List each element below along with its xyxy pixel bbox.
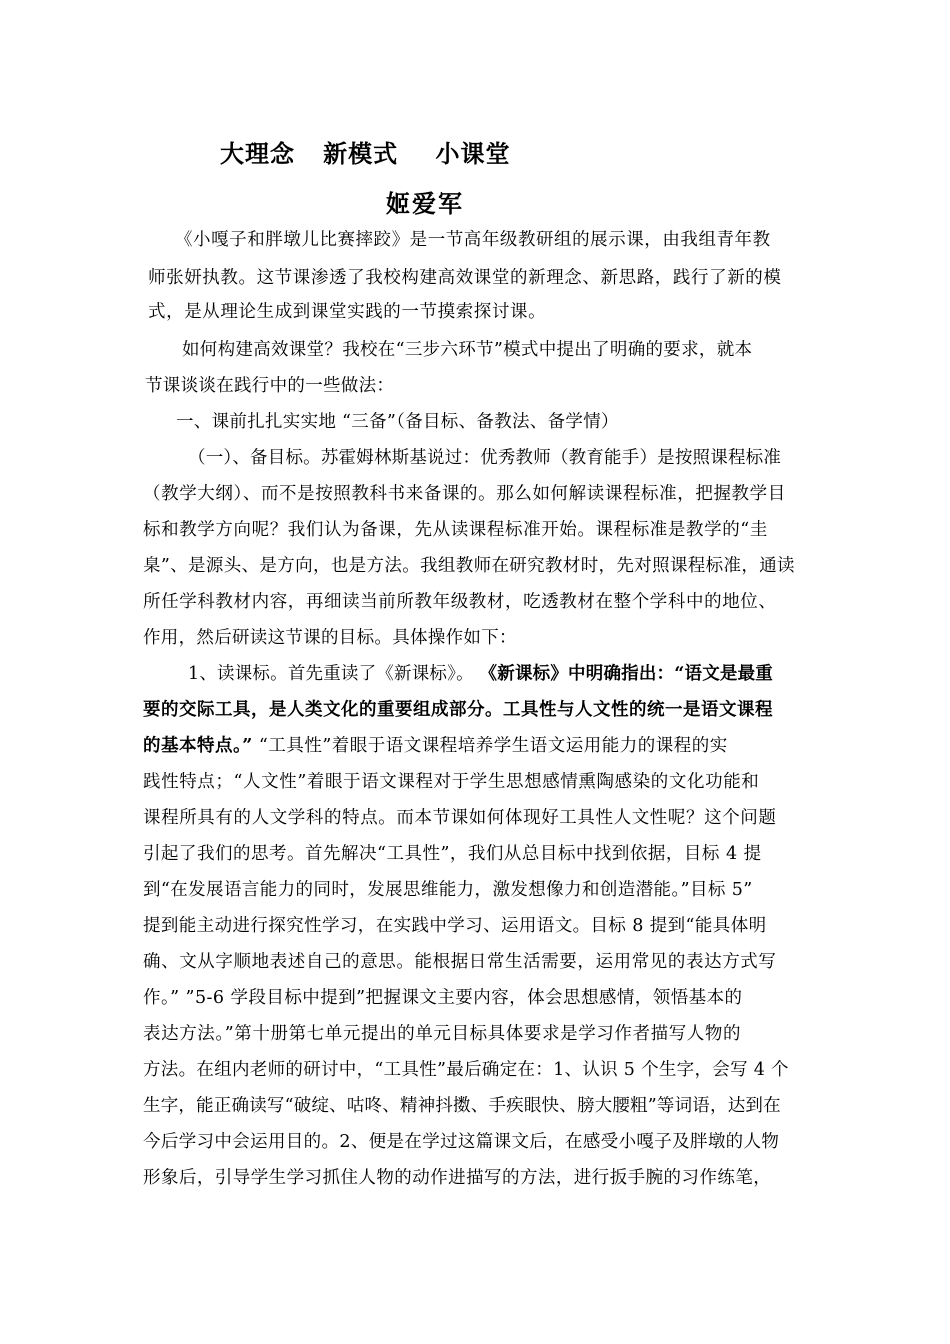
- author-name: 姬爱军: [386, 190, 464, 218]
- paragraph-text: 1、读课标。首先重读了《新课标》。: [188, 664, 480, 684]
- paragraph-line: 引起了我们的思考。首先解决“工具性”，我们从总目标中找到依据，目标 4 提: [143, 844, 762, 864]
- paragraph-line: 标和教学方向呢？我们认为备课，先从读课程标准开始。课程标准是教学的“圭: [143, 520, 768, 540]
- paragraph-line: 节课谈谈在践行中的一些做法：: [145, 376, 395, 396]
- bold-quote-text: 《新课标》中明确指出：“语文是最重: [479, 664, 774, 684]
- paragraph-line: 到“在发展语言能力的同时，发展思维能力，激发想像力和创造潜能。”目标 5”: [143, 880, 753, 900]
- paragraph-line: 作用，然后研读这节课的目标。具体操作如下：: [143, 628, 517, 648]
- paragraph-text: “工具性”着眼于语文课程培养学生语文运用能力的课程的实: [252, 736, 728, 756]
- section-heading: 一、课前扎扎实实地 “三备”（备目标、备教法、备学情）: [176, 412, 619, 432]
- paragraph-line: 《小嘎子和胖墩儿比赛摔跤》是一节高年级教研组的展示课，由我组青年教: [175, 230, 771, 250]
- bold-quote-line: 要的交际工具，是人类文化的重要组成部分。工具性与人文性的统一是语文课程: [143, 700, 773, 720]
- paragraph-line: 如何构建高效课堂？我校在“三步六环节”模式中提出了明确的要求，就本: [182, 340, 753, 360]
- paragraph-line: 今后学习中会运用目的。2、便是在学过这篇课文后，在感受小嘎子及胖墩的人物: [143, 1132, 780, 1152]
- paragraph-line: 生字，能正确读写“破绽、咕咚、精神抖擞、手疾眼快、膀大腰粗”等词语，达到在: [143, 1096, 781, 1116]
- paragraph-line: [143, 734, 728, 758]
- paragraph-line: 所任学科教材内容，再细读当前所教年级教材，吃透教材在整个学科中的地位、: [143, 592, 777, 612]
- paragraph-line: 形象后，引导学生学习抓住人物的动作进描写的方法，进行扳手腕的习作练笔，: [143, 1168, 772, 1188]
- bold-quote-text: 的基本特点。”: [143, 736, 253, 756]
- paragraph-line: 式，是从理论生成到课堂实践的一节摸索探讨课。: [148, 302, 547, 322]
- document-title: 大理念 新模式 小课堂: [220, 140, 511, 168]
- paragraph-line: 师张妍执教。这节课渗透了我校构建高效课堂的新理念、新思路，践行了新的模: [148, 268, 782, 288]
- paragraph-line: 提到能主动进行探究性学习，在实践中学习、运用语文。目标 8 提到“能具体明: [143, 916, 767, 936]
- paragraph-line: 践性特点；“人文性”着眼于语文课程对于学生思想感情熏陶感染的文化功能和: [143, 772, 760, 792]
- paragraph-line: 表达方法。”第十册第七单元提出的单元目标具体要求是学习作者描写人物的: [143, 1024, 742, 1044]
- paragraph-line: 方法。在组内老师的研讨中，“工具性”最后确定在：1、认识 5 个生字，会写 4 个: [143, 1060, 789, 1080]
- paragraph-line: （教学大纲）、而不是按照教科书来备课的。那么如何解读课程标准，把握教学目: [143, 484, 786, 504]
- paragraph-line: [188, 662, 773, 686]
- paragraph-line: （一）、备目标。苏霍姆林斯基说过：优秀教师（教育能手）是按照课程标准: [188, 448, 782, 468]
- paragraph-line: 确、文从字顺地表述自己的意思。能根据日常生活需要，运用常见的表达方式写: [143, 952, 777, 972]
- paragraph-line: 臬”、是源头、是方向，也是方法。我组教师在研究教材时，先对照课程标准，通读: [143, 556, 795, 576]
- paragraph-line: 作。” ”5-6 学段目标中提到”把握课文主要内容，体会思想感情，领悟基本的: [143, 988, 743, 1008]
- paragraph-line: 课程所具有的人文学科的特点。而本节课如何体现好工具性人文性呢？这个问题: [143, 808, 777, 828]
